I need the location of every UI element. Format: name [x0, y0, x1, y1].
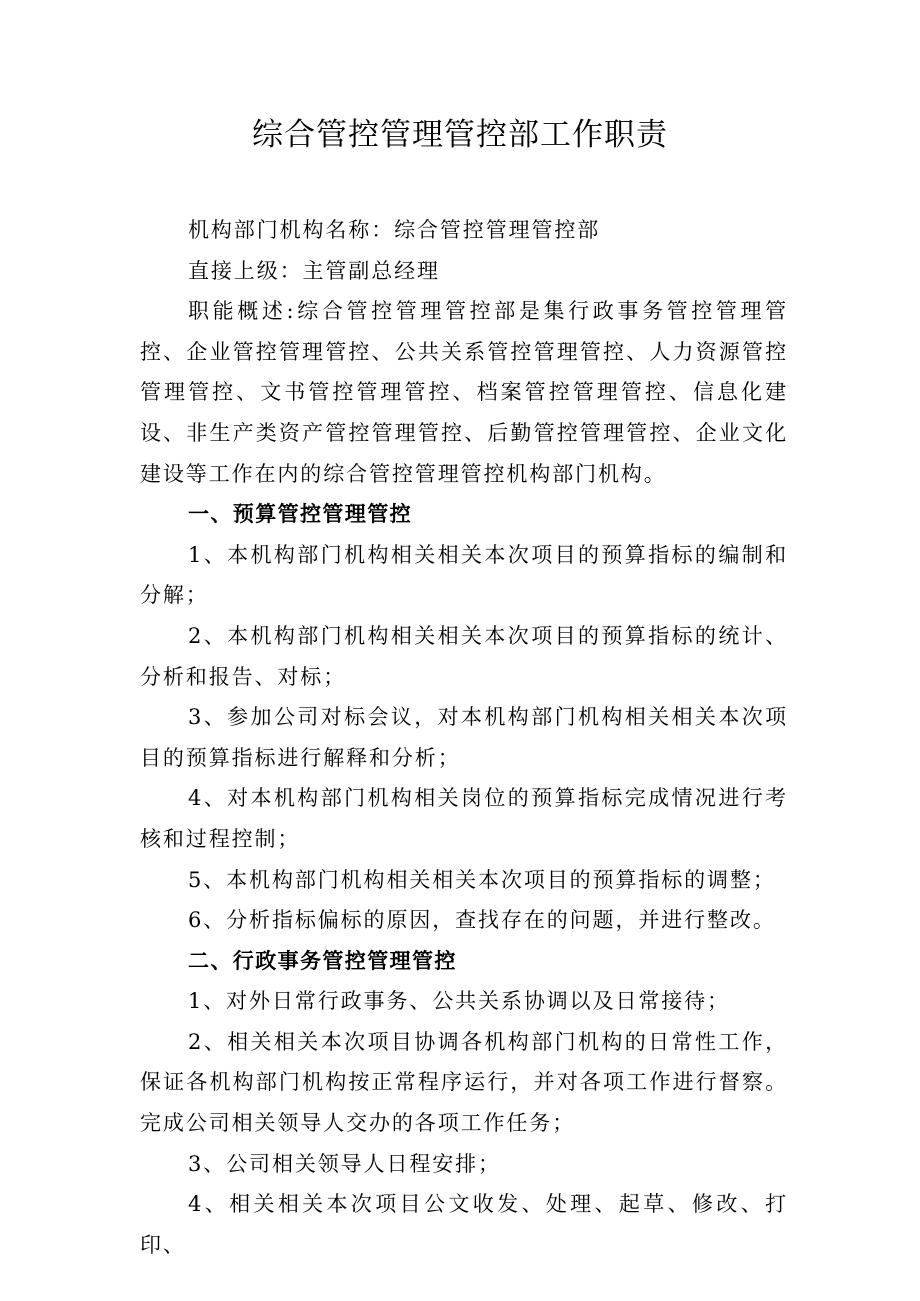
budget-item-6: 6、分析指标偏标的原因，查找存在的问题，并进行整改。	[188, 908, 776, 933]
document-title: 综合管控管理管控部工作职责	[252, 117, 668, 153]
document-body	[140, 210, 788, 1265]
admin-item-4: 4、相关相关本次项目公文收发、处理、起草、修改、打印、	[140, 1192, 788, 1257]
admin-item-1: 1、对外日常行政事务、公共关系协调以及日常接待；	[188, 989, 730, 1014]
superior-line: 直接上级：主管副总经理	[188, 258, 440, 283]
budget-item-3: 3、参加公司对标会议，对本机构部门机构相关相关本次项目的预算指标进行解释和分析；	[140, 705, 788, 770]
overview-paragraph: 职能概述:综合管控管理管控部是集行政事务管控管理管控、企业管控管理管控、公共关系管控管理管控、人力资源管控管理管控、文书管控管理管控、档案管控管理管控、信息化建设、非生产类资产管控管理管控、后勤管控管理管控、企业文化建设等工作在内的综合管控管理管控机构部门机构。	[140, 299, 788, 486]
section-heading-budget: 一、预算管控管理管控	[188, 502, 412, 527]
org-name-line: 机构部门机构名称：综合管控管理管控部	[188, 218, 601, 242]
budget-item-5: 5、本机构部门机构相关相关本次项目的预算指标的调整；	[188, 867, 776, 892]
budget-item-2: 2、本机构部门机构相关相关本次项目的预算指标的统计、分析和报告、对标；	[140, 623, 788, 689]
budget-item-1: 1、本机构部门机构相关相关本次项目的预算指标的编制和分解；	[140, 542, 788, 608]
section-heading-admin: 二、行政事务管控管理管控	[188, 948, 457, 973]
admin-item-2: 2、相关相关本次项目协调各机构部门机构的日常性工作，保证各机构部门机构按正常程序运行，并对各项工作进行督察。完成公司相关领导人交办的各项工作任务；	[140, 1029, 788, 1136]
budget-item-4: 4、对本机构部门机构相关岗位的预算指标完成情况进行考核和过程控制；	[140, 786, 788, 851]
admin-item-3: 3、公司相关领导人日程安排；	[188, 1151, 501, 1176]
